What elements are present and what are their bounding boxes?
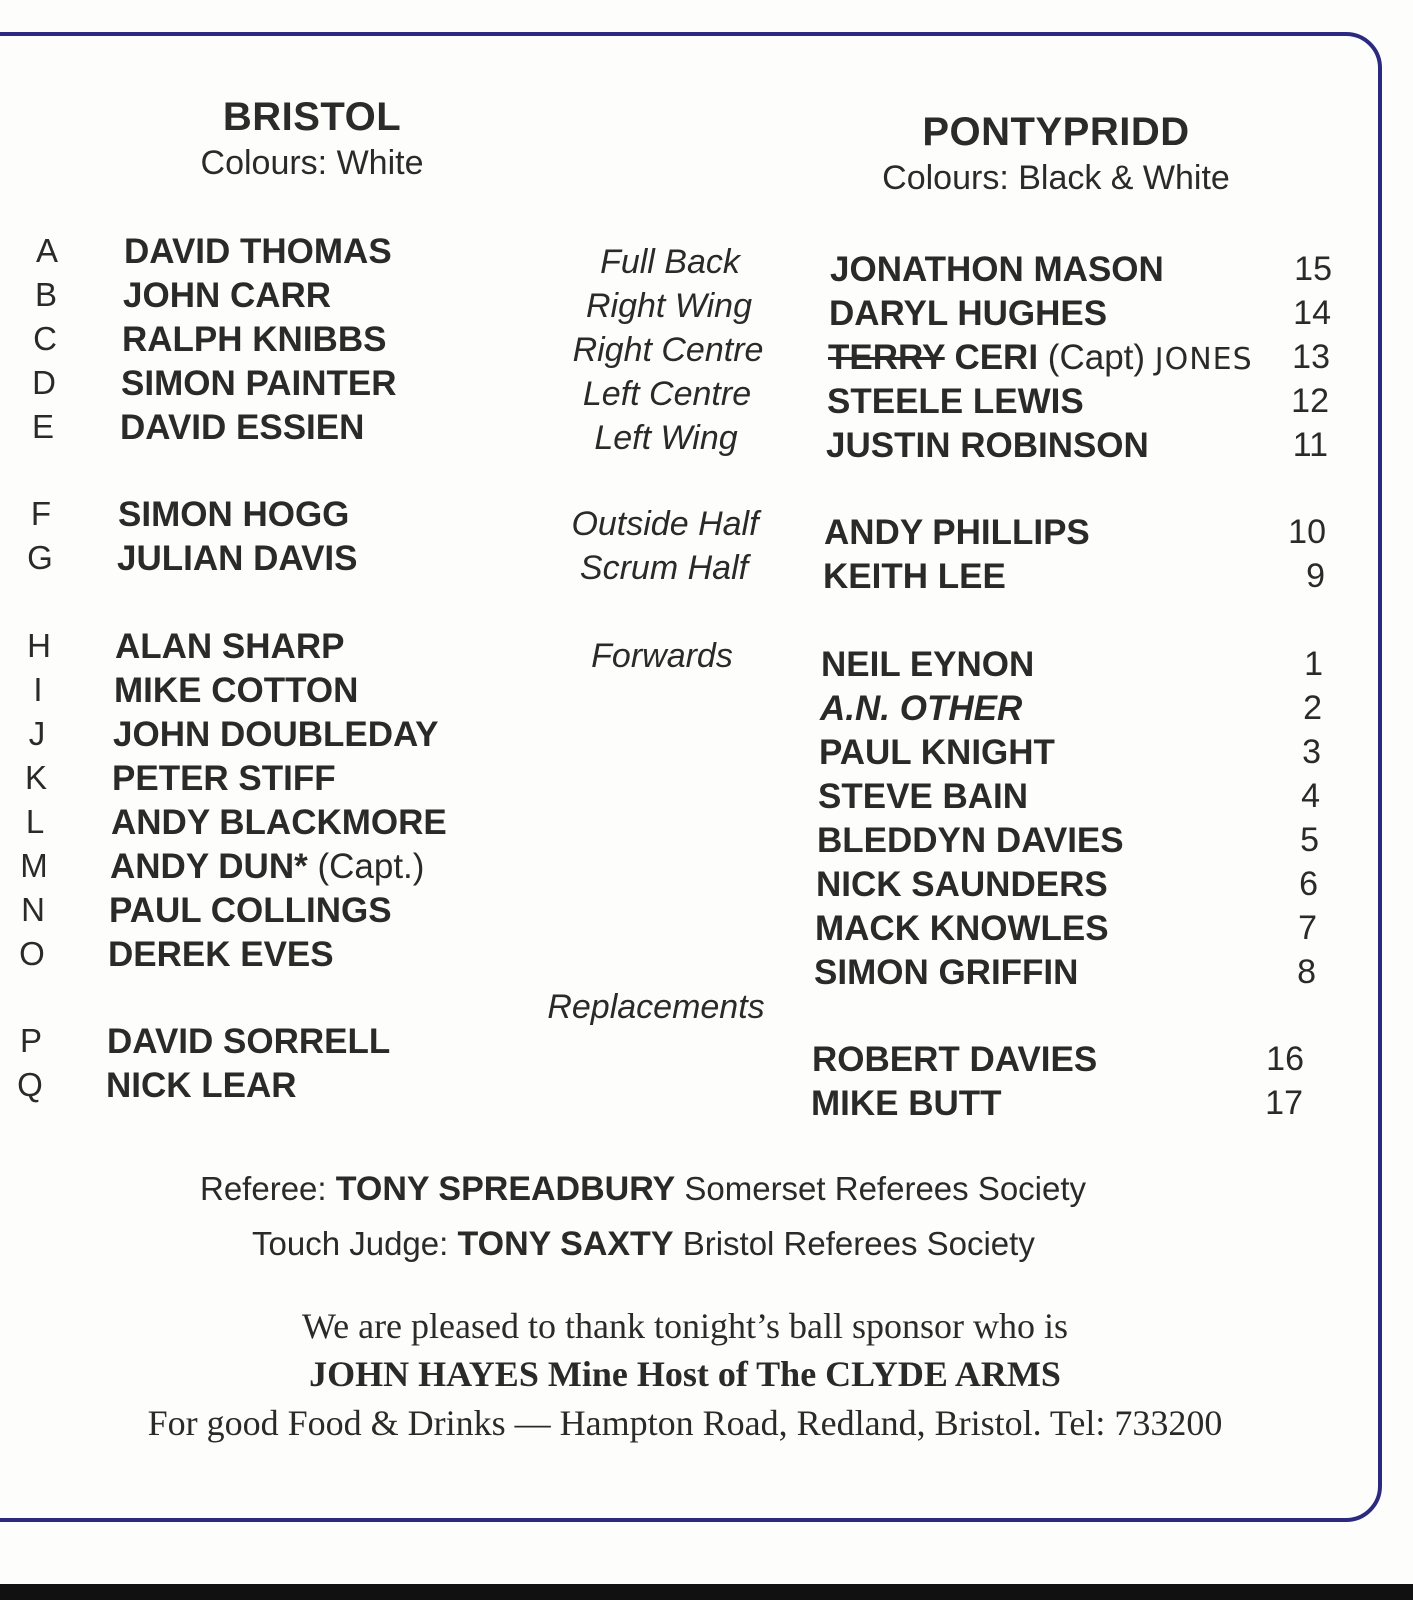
struck-name: TERRY <box>828 338 945 377</box>
away-player-number: 4 <box>1301 777 1320 815</box>
sponsor-address: For good Food & Drinks — Hampton Road, Redland, Bristol. Tel: 733200 <box>147 1403 1223 1443</box>
home-player-name: NICK LEAR <box>106 1066 297 1105</box>
home-player-name: ANDY BLACKMORE <box>111 803 447 842</box>
home-player-letter: L <box>25 803 45 840</box>
home-player-name: DAVID SORRELL <box>107 1022 391 1061</box>
home-player-letter: M <box>20 847 48 884</box>
touch-judge-label: Touch Judge: <box>252 1225 449 1262</box>
home-player-name: JOHN DOUBLEDAY <box>113 715 439 754</box>
home-player-letter: Q <box>17 1066 43 1103</box>
home-player-letter: F <box>30 495 52 532</box>
away-player-name: JUSTIN ROBINSON <box>826 426 1149 465</box>
home-player-name: SIMON HOGG <box>118 495 350 534</box>
home-player-name: MIKE COTTON <box>114 671 359 710</box>
captain-note: (Capt.) <box>317 847 425 886</box>
away-player-number: 1 <box>1304 645 1323 683</box>
away-player-number: 16 <box>1266 1040 1304 1078</box>
home-player-name: SIMON PAINTER <box>121 364 397 403</box>
home-player-letter: E <box>31 408 54 445</box>
home-player-letter: I <box>33 671 43 708</box>
position-full-back: Full Back <box>600 243 740 281</box>
away-player-number: 8 <box>1297 953 1316 991</box>
home-player-name: DAVID ESSIEN <box>120 408 365 447</box>
away-player-name-text: CERI <box>954 338 1039 377</box>
away-player-number: 14 <box>1293 294 1331 332</box>
position-replacements: Replacements <box>547 988 765 1026</box>
home-player-name-text: ANDY DUN* <box>110 847 308 886</box>
away-player-number: 7 <box>1298 909 1317 947</box>
away-player-number: 13 <box>1292 338 1330 376</box>
home-player-name: JULIAN DAVIS <box>117 539 358 578</box>
position-left-centre: Left Centre <box>582 375 752 413</box>
away-player-name: JONATHON MASON <box>830 250 1164 289</box>
home-player-letter: O <box>19 935 45 972</box>
position-outside-half: Outside Half <box>571 505 759 543</box>
away-player-number: 10 <box>1288 513 1326 551</box>
position-left-wing: Left Wing <box>594 419 738 457</box>
away-player-name: KEITH LEE <box>823 557 1006 596</box>
away-player-name: STEELE LEWIS <box>827 382 1084 421</box>
referee-label: Referee: <box>200 1170 327 1207</box>
home-player-name: PETER STIFF <box>112 759 336 798</box>
home-player-letter: J <box>28 715 46 752</box>
referee-society: Somerset Referees Society <box>684 1170 1087 1207</box>
away-player-name: A.N. OTHER <box>820 689 1023 728</box>
away-player-name: SIMON GRIFFIN <box>814 953 1079 992</box>
away-player-name: MACK KNOWLES <box>815 909 1109 948</box>
home-player-letter: N <box>21 891 45 928</box>
away-player-number: 12 <box>1291 382 1329 420</box>
home-team-header <box>72 95 552 183</box>
home-player-name: DEREK EVES <box>108 935 334 974</box>
home-player-name: ALAN SHARP <box>115 627 345 666</box>
sponsor-name: JOHN HAYES Mine Host of The CLYDE ARMS <box>309 1354 1061 1394</box>
away-team-header <box>816 110 1296 198</box>
sponsor-thanks: We are pleased to thank tonight’s ball sponsor who is <box>302 1306 1068 1346</box>
away-player-name: NEIL EYNON <box>821 645 1035 684</box>
away-player-number: 3 <box>1302 733 1321 771</box>
away-player-name: PAUL KNIGHT <box>819 733 1055 772</box>
position-scrum-half: Scrum Half <box>579 549 749 587</box>
home-player-name <box>110 847 424 887</box>
home-player-letter: H <box>27 627 51 664</box>
home-team-colours: Colours: White <box>200 144 424 182</box>
away-player-name <box>828 338 1253 378</box>
home-player-name: RALPH KNIBBS <box>122 320 387 359</box>
home-player-letter: G <box>27 539 53 576</box>
referee-name: TONY SPREADBURY <box>335 1170 676 1208</box>
handwritten-correction: JONES <box>1154 342 1253 377</box>
away-team-colours: Colours: Black & White <box>882 159 1230 197</box>
away-player-name: BLEDDYN DAVIES <box>817 821 1124 860</box>
away-player-number: 6 <box>1299 865 1318 903</box>
touch-judge-society: Bristol Referees Society <box>682 1225 1035 1262</box>
home-player-letter: B <box>34 276 57 313</box>
away-team-name: PONTYPRIDD <box>922 110 1190 154</box>
home-player-name: PAUL COLLINGS <box>109 891 392 930</box>
away-player-number: 9 <box>1306 557 1325 595</box>
position-forwards: Forwards <box>591 637 733 675</box>
away-player-name: DARYL HUGHES <box>829 294 1108 333</box>
away-player-number: 15 <box>1294 250 1332 288</box>
away-player-number: 11 <box>1292 426 1328 464</box>
away-player-number: 2 <box>1303 689 1322 727</box>
away-player-name: MIKE BUTT <box>811 1084 1002 1123</box>
position-right-centre: Right Centre <box>572 331 764 369</box>
away-player-name: STEVE BAIN <box>818 777 1029 816</box>
away-player-number: 5 <box>1300 821 1319 859</box>
away-player-name: NICK SAUNDERS <box>816 865 1108 904</box>
touch-judge-name: TONY SAXTY <box>457 1225 674 1263</box>
home-player-letter: D <box>32 364 56 401</box>
referee-line <box>200 1170 1086 1209</box>
away-player-name: ANDY PHILLIPS <box>824 513 1090 552</box>
home-player-letter: K <box>24 759 47 796</box>
away-player-number: 17 <box>1265 1084 1303 1122</box>
away-player-name: ROBERT DAVIES <box>812 1040 1098 1079</box>
home-player-name: DAVID THOMAS <box>124 232 392 271</box>
home-player-letter: P <box>19 1022 42 1059</box>
scan-edge <box>0 1584 1413 1600</box>
touch-judge-line <box>252 1225 1035 1264</box>
home-team-name: BRISTOL <box>222 95 402 139</box>
home-player-letter: A <box>35 232 58 269</box>
home-player-letter: C <box>33 320 57 357</box>
captain-note: (Capt) <box>1047 338 1146 377</box>
home-player-name: JOHN CARR <box>123 276 332 315</box>
position-right-wing: Right Wing <box>586 287 752 325</box>
